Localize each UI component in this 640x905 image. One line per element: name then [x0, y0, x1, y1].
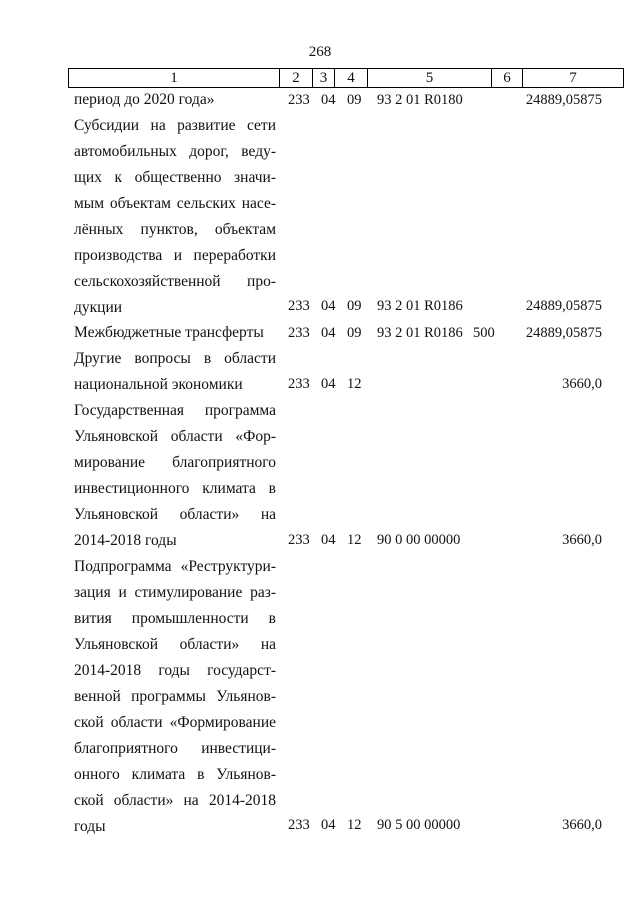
column-header-7: 7 [523, 69, 624, 88]
cell-col3: 04 [321, 532, 336, 548]
row-text-line: 2014-2018 годы государст- [74, 662, 276, 679]
row-text-line: национальной экономики [74, 376, 243, 393]
cell-col7: 24889,05875 [525, 298, 602, 314]
cell-col4: 12 [347, 376, 362, 392]
row-text-line: благоприятного инвестици- [74, 740, 276, 757]
cell-col4: 09 [347, 298, 362, 314]
row-text-line: ской области «Формирование [74, 714, 276, 731]
row-text-line: сельскохозяйственной про- [74, 273, 276, 290]
row-text-line: автомобильных дорог, веду- [74, 143, 276, 160]
cell-col2: 233 [288, 92, 310, 108]
row-text-line: мирование благоприятного [74, 454, 276, 471]
row-text-line: производства и переработки [74, 247, 276, 264]
cell-col7: 3660,0 [562, 376, 602, 392]
cell-col5: 93 2 01 R0180 [377, 92, 463, 108]
cell-col7: 3660,0 [562, 532, 602, 548]
row-text-line: вития промышленности в [74, 610, 276, 627]
cell-col4: 09 [347, 92, 362, 108]
row-text-line: Ульяновской области» на [74, 506, 276, 523]
column-header-5: 5 [368, 69, 492, 88]
cell-col3: 04 [321, 817, 336, 833]
cell-col6: 500 [473, 325, 495, 341]
row-text-line: ской области» на 2014-2018 [74, 792, 276, 809]
cell-col5: 90 0 00 00000 [377, 532, 461, 548]
row-text-line: Подпрограмма «Реструктури- [74, 558, 276, 575]
row-text-line: венной программы Ульянов- [74, 688, 276, 705]
row-text-line: Ульяновской области «Фор- [74, 428, 276, 445]
cell-col2: 233 [288, 376, 310, 392]
row-text-line: мым объектам сельских насе- [74, 195, 276, 212]
cell-col4: 12 [347, 817, 362, 833]
cell-col4: 12 [347, 532, 362, 548]
column-header-1: 1 [69, 69, 280, 88]
column-header-table [68, 68, 624, 88]
cell-col5: 90 5 00 00000 [377, 817, 461, 833]
row-text-line: Государственная программа [74, 402, 276, 419]
column-header-2: 2 [280, 69, 313, 88]
row-text-line: зация и стимулирование раз- [74, 584, 276, 601]
page-number: 268 [308, 44, 332, 60]
cell-col3: 04 [321, 325, 336, 341]
column-header-row [69, 69, 624, 88]
row-text-line: Межбюджетные трансферты [74, 324, 264, 341]
cell-col7: 24889,05875 [525, 325, 602, 341]
cell-col4: 09 [347, 325, 362, 341]
row-text-line: годы [74, 818, 106, 835]
row-text-line: Ульяновской области» на [74, 636, 276, 653]
row-text-line: период до 2020 года» [74, 91, 215, 108]
row-text-line: Другие вопросы в области [74, 350, 276, 367]
row-text-line: онного климата в Ульянов- [74, 766, 276, 783]
cell-col3: 04 [321, 92, 336, 108]
row-text-line: инвестиционного климата в [74, 480, 276, 497]
cell-col3: 04 [321, 298, 336, 314]
column-header-4: 4 [335, 69, 368, 88]
cell-col3: 04 [321, 376, 336, 392]
cell-col5: 93 2 01 R0186 [377, 325, 463, 341]
cell-col7: 3660,0 [562, 817, 602, 833]
row-text-line: лённых пунктов, объектам [74, 221, 276, 238]
cell-col7: 24889,05875 [525, 92, 602, 108]
cell-col2: 233 [288, 298, 310, 314]
cell-col2: 233 [288, 817, 310, 833]
row-text-line: Субсидии на развитие сети [74, 117, 276, 134]
column-header-6: 6 [492, 69, 523, 88]
row-text-line: 2014-2018 годы [74, 532, 177, 549]
row-text-line: щих к общественно значи- [74, 169, 276, 186]
cell-col5: 93 2 01 R0186 [377, 298, 463, 314]
row-text-line: дукции [74, 299, 123, 316]
cell-col2: 233 [288, 325, 310, 341]
column-header-3: 3 [313, 69, 335, 88]
cell-col2: 233 [288, 532, 310, 548]
